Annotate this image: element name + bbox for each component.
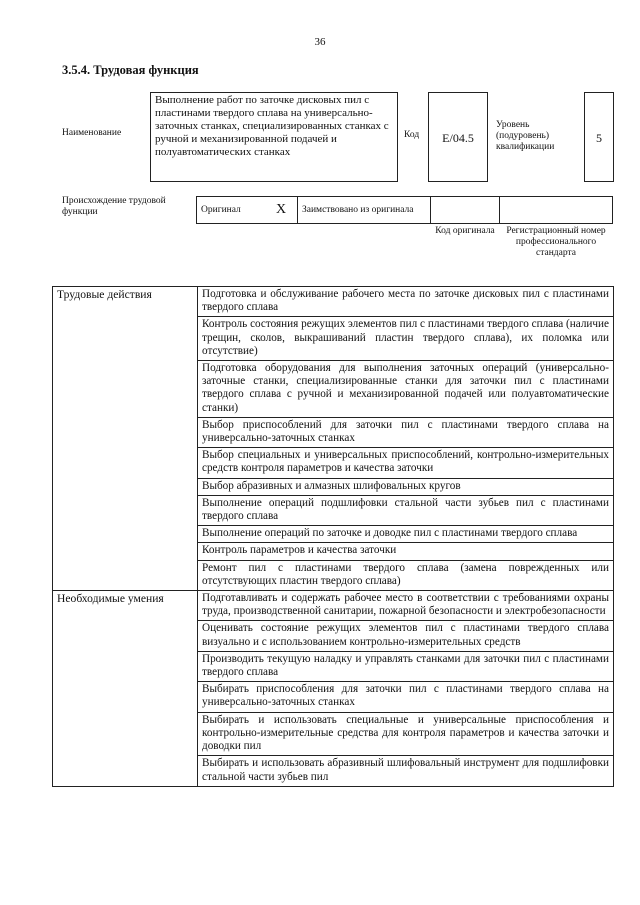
item-cell: Выбирать и использовать специальные и универсальные приспособления и контрольно-измерительные средства для контроля параметров и качества заточки и доводки пил <box>198 712 614 756</box>
item-cell: Подготовка оборудования для выполнения заточных операций (универсально-заточные станки, специализированные станки для заточки пил с пластинами твердого сплава с ручной и механизированной подачей или полуавтоматические станки) <box>198 361 614 418</box>
original-mark: X <box>265 197 298 224</box>
level-value-box: 5 <box>584 92 614 182</box>
item-cell: Выполнение операций подшлифовки стальной части зубьев пил с пластинами твердого сплава <box>198 495 614 525</box>
table-row <box>53 287 614 317</box>
name-label: Наименование <box>62 128 122 138</box>
original-code-caption: Код оригинала <box>435 226 495 236</box>
labor-function-table <box>52 286 614 787</box>
item-cell: Контроль состояния режущих элементов пил с пластинами твердого сплава (наличие трещин, сколов, выкрашиваний пластин твердого сплава), их поломка или отсутствие) <box>198 317 614 361</box>
item-cell: Выбор абразивных и алмазных шлифовальных кругов <box>198 478 614 495</box>
item-cell: Оценивать состояние режущих элементов пил с пластинами твердого сплава визуально и с использованием контрольно-измерительных средств <box>198 621 614 651</box>
page-number: 36 <box>314 36 326 48</box>
item-cell: Контроль параметров и качества заточки <box>198 543 614 560</box>
item-cell: Выбор специальных и универсальных приспособлений, контрольно-измерительных средств контроля параметров и качества заточки <box>198 448 614 478</box>
original-code-cell <box>431 197 500 224</box>
origin-label: Происхождение трудовой функции <box>62 196 166 217</box>
reg-number-cell <box>500 197 613 224</box>
item-cell: Выбирать приспособления для заточки пил с пластинами твердого сплава на универсально-заточных станках <box>198 682 614 712</box>
reg-number-caption: Регистрационный номер профессионального стандарта <box>506 226 606 258</box>
table-body <box>53 287 614 787</box>
function-name-box: Выполнение работ по заточке дисковых пил с пластинами твердого сплава на универсально-заточных станках, специализированных станках с ручной и механизированной подачей и полуавтоматических станках <box>150 92 398 182</box>
item-cell: Ремонт пил с пластинами твердого сплава (замена поврежденных или отсутствующих пластин твердого сплава) <box>198 560 614 590</box>
code-value-box: E/04.5 <box>428 92 488 182</box>
borrowed-label: Заимствовано из оригинала <box>298 197 431 224</box>
table-row <box>53 591 614 621</box>
origin-table <box>196 196 613 224</box>
item-cell: Подготавливать и содержать рабочее место в соответствии с требованиями охраны труда, производственной санитарии, пожарной безопасности и электробезопасности <box>198 591 614 621</box>
category-cell: Необходимые умения <box>53 591 198 787</box>
item-cell: Выбирать и использовать абразивный шлифовальный инструмент для подшлифовки стальной части зубьев пил <box>198 756 614 786</box>
item-cell: Выполнение операций по заточке и доводке пил с пластинами твердого сплава <box>198 526 614 543</box>
item-cell: Подготовка и обслуживание рабочего места по заточке дисковых пил с пластинами твердого сплава <box>198 287 614 317</box>
original-label: Оригинал <box>197 197 266 224</box>
item-cell: Выбор приспособлений для заточки пил с пластинами твердого сплава на универсально-заточных станках <box>198 417 614 447</box>
category-cell: Трудовые действия <box>53 287 198 591</box>
item-cell: Производить текущую наладку и управлять станками для заточки пил с пластинами твердого сплава <box>198 651 614 681</box>
section-title: 3.5.4. Трудовая функция <box>62 63 199 77</box>
code-label: Код <box>404 130 420 140</box>
level-label: Уровень (подуровень) квалификации <box>496 120 555 152</box>
